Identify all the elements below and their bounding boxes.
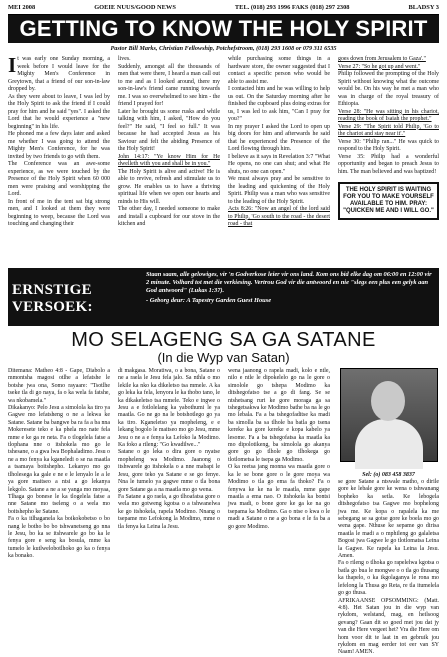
paragraph: The other day, I needed someone to make and install a cupboard for our stove in the kitchen and — [118, 206, 220, 227]
paragraph: di makgasa. Moratiwa, o a bona, Satane o ne a raela le Jesu fela jalo. Sa nthla o mo lekile ka nko ka dikeletso tsa mmele. A ka go leka ka fela, lenyora le ka thobo tano, le ka dikakeletso tsa mmele. Teko e ingwe o Jesu a e fotlolelang ka yabothumi le ya maatla. Go ne go na le botshotlego go ya ka tiro. Kganeletso ya mopheleng, e e lekang bogolo le maitseo mo go Jesu, mme Jesu o ne a e fenya ka Lefoko la Modimo. Ka foko a rileng: "Go kwadilwe..." — [118, 368, 220, 449]
scripture-quote: John 14:17: "Ye know Him for He dwelleth with you and shall be in you." — [118, 153, 220, 167]
photo-caption-phone: Sel: (o) 083 458 3837 — [362, 471, 415, 478]
paragraph: Fa Satane a go raela, a go tlhoafatsa gore o wela mo gotweng kgotsa o a tshwanelwa ke go itshokela, rapela Modimo. Nnang o tsepame mo Lefokong la Modimo, mme o tla fenya ka Leina la Jesu. — [118, 493, 220, 530]
scripture-quote: Verse 29: "The Spirit told Philip, 'Go to the chariot and stay near it'." — [338, 123, 439, 137]
paragraph: Later he brought us some rusks and while talking with him, I asked, "How do you feel?" He said, "I feel so full." It was because he had accepted Jesus as his Saviour and felt the abiding Presence of the Holy Spirit! — [118, 108, 220, 152]
article2-column-1 — [8, 368, 110, 636]
paragraph: Dikakanyo: Pelo Jesu a simolola ka tiro ya Gagwe mo lefatsheng o ne a lekwa ke Satane. Satane ba bangwe ba ra fa a ba nna Mokeresete teko e ka phela mo nate fela mme e ke ga re neta. Fa o tlogelela fatse a tlophana nne o itshokela mo go le tshesane, o a gwa lwa Bophaladimo. Jesu o ne a mo fenya ka kganeledi o se na maatla a tsamaya boitshepho. Lekanyo mo go tlholesega ka gale e ne e le lenyalo le a le ya gore maitseo a ntsi a go lekanya lekgolo. Satane a ne a se yanga mo moyaa, Tlhaga go bonese le ka tlogelela fatse a nne Satane mo tseleng o a wela mo boitshepho ke Satane. — [8, 405, 110, 515]
masthead — [8, 4, 439, 15]
paragraph: Satane o go leka o dira gore o nyatse mopheleng wa Modimo. Jaanong o itshwarele go itshokela o a nne mabapi le Jesu, gore teko ya Satane e se go fenye. Nna le tumelo ya gagwe mme o tla bona gore Satane ga a na maatla mo go wena. — [118, 449, 220, 493]
paragraph: Ditemana: Matheo 4:8 - Gape, Diabolo a mmontsha magosi otlhe a lefatshe le botshe jwa ona, Somo rayaare: "Tsotlhe tseke tla di go naya, fa o ka wela fa fatshe, wa nkobamela." — [8, 368, 110, 404]
scripture-quote: goes down from Jerusalem to Gaza'." — [338, 56, 426, 62]
paragraph: wena jaanong o rapela madi, kolo e ntle, nilo e ntle le dipokelelo go na le gore o simolole go tshepa Modimo ka ditshegofatso tse a go di fang. Se se ntshetsang ruri ke gore moraga ga sa tshegetsakwa ke Modimo bathe ba na le go mo lebala. Fa a ba tshegofaditse ka madi ba simolla ba sa tlhole ba batla go tsena kereke ka gore kereke e kopa kabelo ya lesome. Fa a ba tshegofatsa ka maatla ka mo dipolotikeng, ba simolola go akanya gore go go tlhole go tlhokega go tlotlometsa le tsepa ga Modimo. — [228, 368, 330, 463]
article1-column-3 — [228, 56, 330, 268]
paragraph: As they were about to leave, I was led by the Holy Spirit to ask the friend if I could pray for him and he said "yes". I asked the Lord that he would experience a "new beginning" in his life. — [8, 93, 110, 130]
paragraph: The Conference was an awe-some experience, as we were touched by the Presence of the Holy Spirit when 60 000 men were praising and worshipping the Lord. — [8, 161, 110, 197]
author-photo — [340, 368, 438, 462]
banner-sponsor: - Geborg deur: A Tapestry Garden Guest House — [146, 297, 272, 304]
paragraph: Fa o rileng o tlhoka go rapelelwa kgotsa o batla go bua le mongwe o o tla go thusang ka thapelo, o ka ikgolaganya le rona mo lefelong la Thusa go Reta, re tla itumelela go go thusa. — [338, 560, 439, 597]
highlight-box: THE HOLY SPIRIT IS WAITING FOR YOU TO MAKE YOURSELF AVAILABLE TO HIM. PRAY: "QUICKEN ME AND I WILL GO." — [338, 182, 439, 220]
paragraph: se gore Satane a ntswale matho, o dirile gore ke lebale gore ke wena o tshwanang bopheko ka setla. Ke lebogela ditshegofatso tsa Gagwe mo bophelong jwa me. Ke kopa o rapalela ka me sebegang se sa gotse gore ke boela mo go wena gape. Nthuse ke sepame go dirisa maatla le madi a o mphileng go galaletsa Bogosi jwa Gagwe le go tlotlomatsa Leina la Gagwe. Ke rapela ka Leina la Jesu. Amen. — [338, 479, 439, 560]
scripture-quote: Acts 8:26: "Now an angel of the lord said to Philip, 'Go south to the road - the desert road - that — [228, 206, 330, 227]
paragraph: t was early one Sunday morning, a week before I would leave for the Mighty Men's Conference in Greytown, that a friend of our son-in-law dropped by. — [8, 56, 110, 92]
paragraph: The Holy Spirit is alive and active! He is able to revive, refresh and stimulate us to grow. He enables us to have a thriving spiritual life when we open our hearts and minds to His will. — [118, 168, 220, 205]
scripture-quote: Verse 28: "He was sitting in his chariot, reading the book of Isaiah the prophet." — [338, 108, 439, 122]
masthead-date: MEI 2008 — [8, 4, 36, 11]
request-banner — [8, 268, 439, 326]
banner-body: Staan saam, alle gelowiges, vir 'n Godverkose leier vir ons land. Kom ons bid elke dag om 06:00 en 12:00 vir 2 minute. Volhard tot met die verkiesing. Vertrou God vir die antwoord en nie "slegs een plus een gelyk aan God antwoord" (Lukas 1:37). — [146, 271, 432, 294]
masthead-contact: TEL. (018) 293 1996 FAKS (018) 297 2308 — [234, 4, 350, 11]
article2-column-3 — [228, 368, 330, 636]
paragraph: We must always pray and be sensitive to the leading and quickening of the Holy Spirit. Philip was a man who was sensitive to the leading of the Holy Spirit. — [228, 176, 330, 205]
article1-column-1 — [8, 53, 110, 268]
paragraph: Fa o ka itlhaganela ka boikokobetso o bo nang le botho bo bo tshwanetseng go nna le Jesu, bo ka se itshwarele go bo ka le fenya gore e seng ka bosula, mme ka tumelo le kutlwelobotlhoko go ka o fenya ka bonako. — [8, 516, 110, 560]
article2-column-4 — [338, 368, 439, 656]
paragraph: AFRIKAANSE OPSOMMING: (Matt. 4:8). Het Satan jou in die wyp van rykdom, welstand, mag, en heilsoog gevang? Gaan dit so goed met jou dat jy van die Here vergeet het? Vra die Here om hom voor dit te laat in en gebruik jou rykdom en mag eerder tot eer van SY Naam! AMEN. — [338, 597, 439, 656]
banner-title: ERNSTIGE VERSOEK: — [12, 282, 93, 315]
paragraph: O ka reetsa jang monna wa maatla gore o ka le se bone gore o le gore moya wa Modimo o tla go ema fa thoko? Fa o fenywa ke ke na le maatla, mme gape maatla a ema nao. O itshokela ka bontsi jwa madi, o bone gore ke ga ke na go tsepama ka Modimo. Ga o ntse o kwa o le madi a Satane o ne a go bona e le fa ba a go gore Modimo. — [228, 464, 330, 530]
paragraph: Philip followed the prompting of the Holy Spirit without knowing what the outcome would be. On his way he met a man who was in charge of the royal treasury of Ethiopia. — [338, 71, 439, 107]
paragraph: He phoned me a few days later and asked me whether I was going to attend the Mighty Men's Conference, for he was invited by two friends to go with them. — [8, 131, 110, 160]
article2-column-2 — [118, 368, 220, 636]
banner-text — [146, 271, 436, 305]
article2-subtitle: (In die Wyp van Satan) — [157, 350, 290, 365]
article1-column-4 — [338, 56, 439, 268]
paragraph: Suddenly, amongst all the thousands of men that were there, I heard a man call out to me and as I looked around, there my son-in-law's friend came running towards me. I was so overwhelmed to see him - the friend I prayed for! — [118, 63, 220, 107]
paragraph: In front of me in the tent sat big strong men, and I looked at them they were beginning to weep, because the Lord was touching and changing their — [8, 198, 110, 227]
paragraph: Verse 30: "Philip ran..." He was quick to respond to the Holy Spirit. — [338, 138, 439, 152]
paragraph: I believe as it says in Revelation 3:7 "What He opens, no one can shut; and what He shuts, no one can open." — [228, 153, 330, 175]
drop-cap: I — [8, 53, 17, 77]
paragraph: I contacted him and he was willing to help us out. On the Saturday morning after he finished the cupboard plus doing extras for us, I was led to ask him, "Can I pray for you?" — [228, 86, 330, 122]
masthead-page: BLADSY 3 — [408, 4, 439, 11]
photo-body-shape — [355, 419, 423, 469]
article-byline: Pastor Bill Marks, Christian Fellowship, Potchefstroom, (018) 293 1608 or 079 311 6535 — [110, 45, 337, 52]
masthead-paper: GOEIE NUUS/GOOD NEWS — [94, 4, 176, 11]
photo-head-shape — [371, 381, 405, 421]
scripture-quote: Verse 27: "So he got up and went." — [338, 63, 421, 70]
paragraph: while purchasing some things in a hardware store, the owner suggested that I contact a specific person who would be able to assist me. — [228, 56, 330, 85]
article-title: GETTING TO KNOW THE HOLY SPIRIT — [8, 15, 439, 43]
paragraph: Verse 35: Philip had a wonderful opportunity and began to preach Jesus to him. The man believed and was baptized! — [338, 153, 439, 175]
paragraph: lives. — [118, 56, 131, 62]
article1-column-2 — [118, 56, 220, 268]
paragraph: In my prayer I asked the Lord to open up big doors for him and afterwards he said that he experienced the Presence of the Lord flowing through him. — [228, 123, 330, 152]
article2-title: MO SELAGENG SA GA SATANE — [71, 329, 376, 351]
